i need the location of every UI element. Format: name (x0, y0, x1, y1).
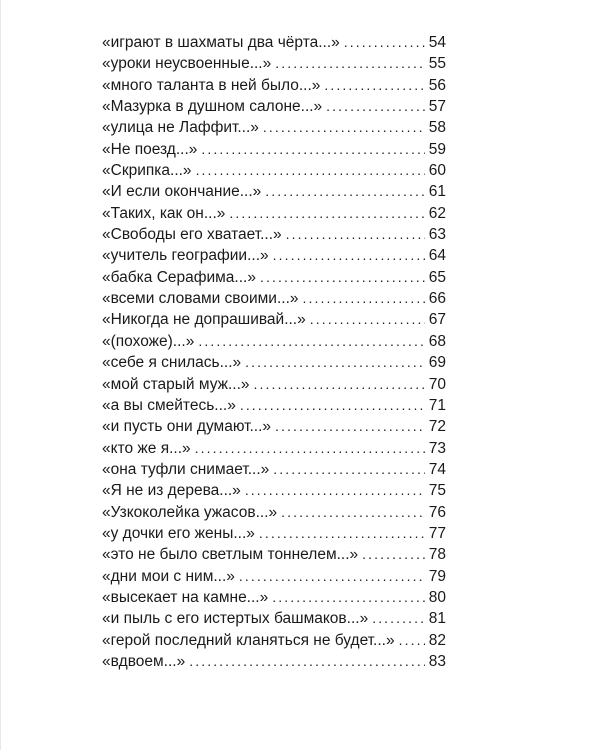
toc-entry-page-number: 57 (428, 98, 446, 116)
dot-leader (263, 117, 425, 138)
dot-leader (286, 224, 425, 245)
toc-entry (102, 438, 446, 459)
toc-entry (102, 288, 446, 309)
toc-entry (102, 374, 446, 395)
toc-entry-page-number: 78 (428, 546, 446, 564)
toc-entry (102, 331, 446, 352)
dot-leader (326, 96, 425, 117)
toc-entry (102, 630, 446, 651)
toc-entry-title: «и пыль с его истертых башмаков...» (102, 610, 369, 628)
toc-entry-page-number: 72 (428, 418, 446, 436)
toc-entry (102, 651, 446, 672)
toc-entry (102, 245, 446, 266)
toc-entry (102, 181, 446, 202)
toc-entry-page-number: 83 (428, 652, 446, 670)
toc-entry (102, 608, 446, 629)
toc-entry-page-number: 56 (428, 76, 446, 94)
toc-entry (102, 32, 446, 53)
dot-leader (273, 245, 425, 266)
toc-entry (102, 566, 446, 587)
toc-entry-page-number: 55 (428, 55, 446, 73)
toc-entry-page-number: 66 (428, 290, 446, 308)
toc-entry-title: «И если окончание...» (102, 183, 262, 201)
table-of-contents (102, 32, 446, 672)
dot-leader (240, 395, 425, 416)
toc-entry-title: «это не было светлым тоннелем...» (102, 546, 359, 564)
toc-entry (102, 96, 446, 117)
dot-leader (259, 523, 425, 544)
toc-entry-title: «Скрипка...» (102, 162, 192, 180)
dot-leader (239, 566, 425, 587)
dot-leader (245, 352, 425, 373)
dot-leader (229, 203, 425, 224)
dot-leader (245, 480, 425, 501)
toc-entry (102, 352, 446, 373)
dot-leader (260, 267, 425, 288)
toc-entry-page-number: 63 (428, 226, 446, 244)
toc-entry-title: «герой последний кланяться не будет...» (102, 631, 395, 649)
toc-entry (102, 139, 446, 160)
toc-entry-page-number: 61 (428, 183, 446, 201)
toc-entry-title: «высекает на камне...» (102, 588, 269, 606)
toc-entry-title: «у дочки его жены...» (102, 524, 255, 542)
dot-leader (310, 309, 425, 330)
toc-entry-title: «Свободы его хватает...» (102, 226, 282, 244)
toc-entry (102, 523, 446, 544)
toc-entry (102, 480, 446, 501)
toc-entry (102, 544, 446, 565)
toc-entry-page-number: 76 (428, 503, 446, 521)
toc-entry-title: «(похоже)...» (102, 332, 195, 350)
dot-leader (201, 139, 425, 160)
toc-entry (102, 587, 446, 608)
dot-leader (281, 502, 425, 523)
toc-entry (102, 203, 446, 224)
dot-leader (372, 608, 425, 629)
toc-entry-page-number: 65 (428, 268, 446, 286)
toc-entry-title: «кто же я...» (102, 439, 191, 457)
toc-entry-title: «учитель географии...» (102, 247, 269, 265)
toc-entry-page-number: 82 (428, 631, 446, 649)
toc-entry-title: «Никогда не допрашивай...» (102, 311, 306, 329)
dot-leader (324, 75, 425, 96)
toc-entry-page-number: 59 (428, 140, 446, 158)
dot-leader (362, 544, 425, 565)
toc-entry-title: «вдвоем...» (102, 652, 186, 670)
toc-entry (102, 160, 446, 181)
dot-leader (196, 160, 425, 181)
toc-entry-page-number: 73 (428, 439, 446, 457)
dot-leader (275, 416, 425, 437)
dot-leader (303, 288, 425, 309)
dot-leader (254, 374, 425, 395)
toc-entry-page-number: 70 (428, 375, 446, 393)
toc-entry-page-number: 60 (428, 162, 446, 180)
toc-entry (102, 53, 446, 74)
toc-entry-page-number: 64 (428, 247, 446, 265)
toc-entry-page-number: 67 (428, 311, 446, 329)
toc-entry-title: «она туфли снимает...» (102, 460, 270, 478)
toc-entry (102, 416, 446, 437)
dot-leader (273, 459, 425, 480)
toc-entry (102, 117, 446, 138)
toc-entry-page-number: 79 (428, 567, 446, 585)
toc-entry-page-number: 62 (428, 204, 446, 222)
dot-leader (272, 587, 425, 608)
toc-entry (102, 502, 446, 523)
toc-entry-title: «Не поезд...» (102, 140, 198, 158)
toc-entry-title: «улица не Лаффит...» (102, 119, 259, 137)
toc-entry (102, 459, 446, 480)
toc-entry-title: «дни мои с ним...» (102, 567, 235, 585)
dot-leader (265, 181, 425, 202)
toc-entry-title: «уроки неусвоенные...» (102, 55, 272, 73)
toc-entry-page-number: 74 (428, 460, 446, 478)
toc-entry-title: «бабка Серафима...» (102, 268, 256, 286)
toc-entry (102, 224, 446, 245)
toc-entry-title: «много таланта в ней было...» (102, 76, 321, 94)
toc-entry-page-number: 71 (428, 396, 446, 414)
toc-entry-title: «Мазурка в душном салоне...» (102, 98, 323, 116)
dot-leader (344, 32, 425, 53)
toc-entry-page-number: 75 (428, 482, 446, 500)
dot-leader (198, 331, 425, 352)
toc-entry-page-number: 80 (428, 588, 446, 606)
toc-entry-page-number: 68 (428, 332, 446, 350)
toc-entry-title: «себе я снилась...» (102, 354, 242, 372)
dot-leader (195, 438, 425, 459)
toc-entry-title: «мой старый муж...» (102, 375, 250, 393)
toc-entry-page-number: 81 (428, 610, 446, 628)
toc-entry (102, 395, 446, 416)
toc-entry-title: «и пусть они думают...» (102, 418, 272, 436)
toc-entry-page-number: 69 (428, 354, 446, 372)
toc-entry-page-number: 77 (428, 524, 446, 542)
dot-leader (189, 651, 425, 672)
toc-entry-title: «всеми словами своими...» (102, 290, 299, 308)
dot-leader (399, 630, 425, 651)
toc-entry-title: «Узкоколейка ужасов...» (102, 503, 278, 521)
toc-entry (102, 309, 446, 330)
toc-entry-page-number: 54 (428, 34, 446, 51)
toc-entry-title: «Таких, как он...» (102, 204, 226, 222)
toc-entry-title: «играют в шахматы два чёрта...» (102, 34, 340, 51)
toc-entry (102, 75, 446, 96)
toc-entry (102, 267, 446, 288)
toc-entry-title: «Я не из дерева...» (102, 482, 241, 500)
dot-leader (275, 53, 425, 74)
toc-entry-page-number: 58 (428, 119, 446, 137)
toc-entry-title: «а вы смейтесь...» (102, 396, 236, 414)
